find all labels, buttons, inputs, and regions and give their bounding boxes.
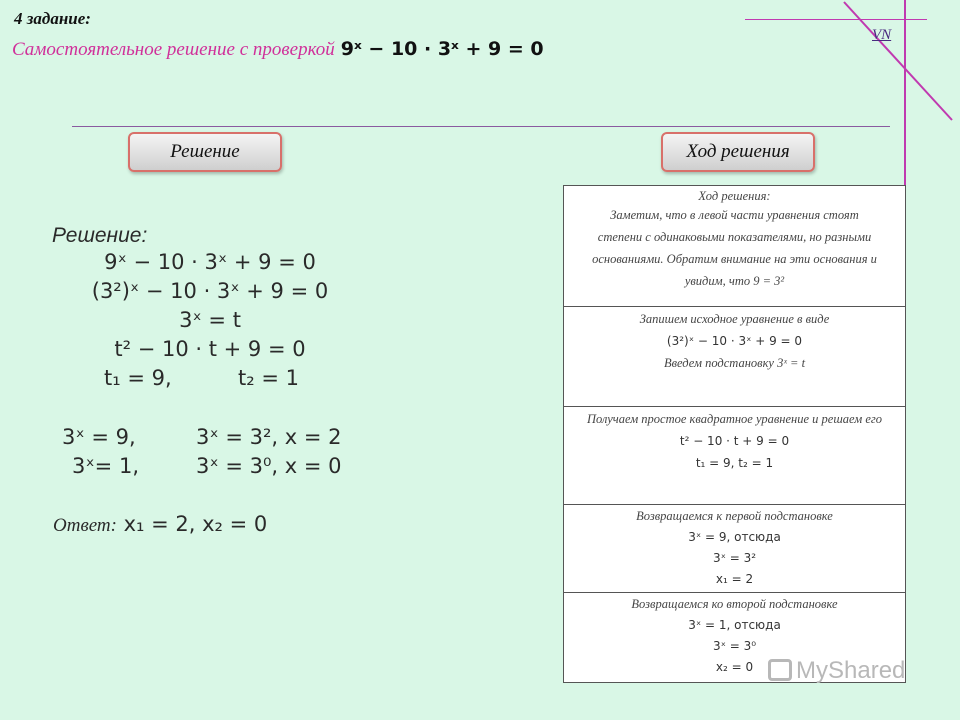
solution-line: t² − 10 · t + 9 = 0 [114,337,306,361]
subtitle-text: Самостоятельное решение с проверкой [12,39,335,60]
case-line: 3ˣ= 1, [72,454,139,478]
watermark-text: MyShared [796,657,906,684]
step-text: Возвращаемся к первой подстановке [636,509,833,523]
step-heading: Ход решения: [698,189,771,203]
steps-panel [563,185,906,683]
step-formula: x₂ = 0 [715,660,754,674]
case-line: 3ˣ = 9, [62,425,136,449]
solution-button[interactable]: Решение [128,132,282,172]
step-text: увидим, что 9 = 3² [684,274,785,288]
presentation-icon [768,659,792,681]
task-number: 4 задание: [14,9,91,28]
step-cell [564,306,905,407]
answer-label: Ответ: [53,515,117,536]
header-divider [72,126,890,127]
solution-title: Решение: [52,224,148,247]
step-text: Возвращаемся ко второй подстановке [631,597,838,611]
step-cell [564,186,905,307]
answer [53,510,267,540]
step-formula: 3ˣ = 9, отсюда [688,530,781,544]
answer-value: x₁ = 2, x₂ = 0 [123,512,268,536]
corner-logo: VN [872,27,892,43]
step-formula: 3ˣ = 1, отсюда [688,618,781,632]
task-subtitle [12,38,544,61]
step-text: Получаем простое квадратное уравнение и решаем его [586,412,883,426]
case-line: 3ˣ = 3⁰, x = 0 [196,454,342,478]
solution-root-2: t₂ = 1 [238,366,299,390]
step-cell [564,406,905,505]
step-formula: (3²)ˣ − 10 · 3ˣ + 9 = 0 [666,334,803,348]
step-formula: 3ˣ = 3⁰ [712,639,757,653]
task-equation: 9ˣ − 10 · 3ˣ + 9 = 0 [340,38,544,60]
solution-line: 9ˣ − 10 · 3ˣ + 9 = 0 [104,250,316,274]
solution-line: (3²)ˣ − 10 · 3ˣ + 9 = 0 [91,279,329,303]
step-formula: t² − 10 · t + 9 = 0 [679,434,790,448]
steps-button[interactable]: Ход решения [661,132,815,172]
step-text: степени с одинаковыми показателями, но разными [597,230,872,244]
step-text: Заметим, что в левой части уравнения стоят [610,208,859,222]
solution-line: 3ˣ = t [179,308,241,332]
corner-diagonal-line [840,0,960,125]
step-formula: x₁ = 2 [715,572,754,586]
step-cell [564,504,905,593]
solution-root-1: t₁ = 9, [104,366,172,390]
watermark [768,657,905,685]
step-text: основаниями. Обратим внимание на эти основания и [592,252,877,266]
step-text: Введем подстановку 3ˣ = t [663,356,806,370]
step-formula: t₁ = 9, t₂ = 1 [695,456,774,470]
step-text: Запишем исходное уравнение в виде [639,312,830,326]
case-line: 3ˣ = 3², x = 2 [196,425,342,449]
step-formula: 3ˣ = 3² [712,551,757,565]
